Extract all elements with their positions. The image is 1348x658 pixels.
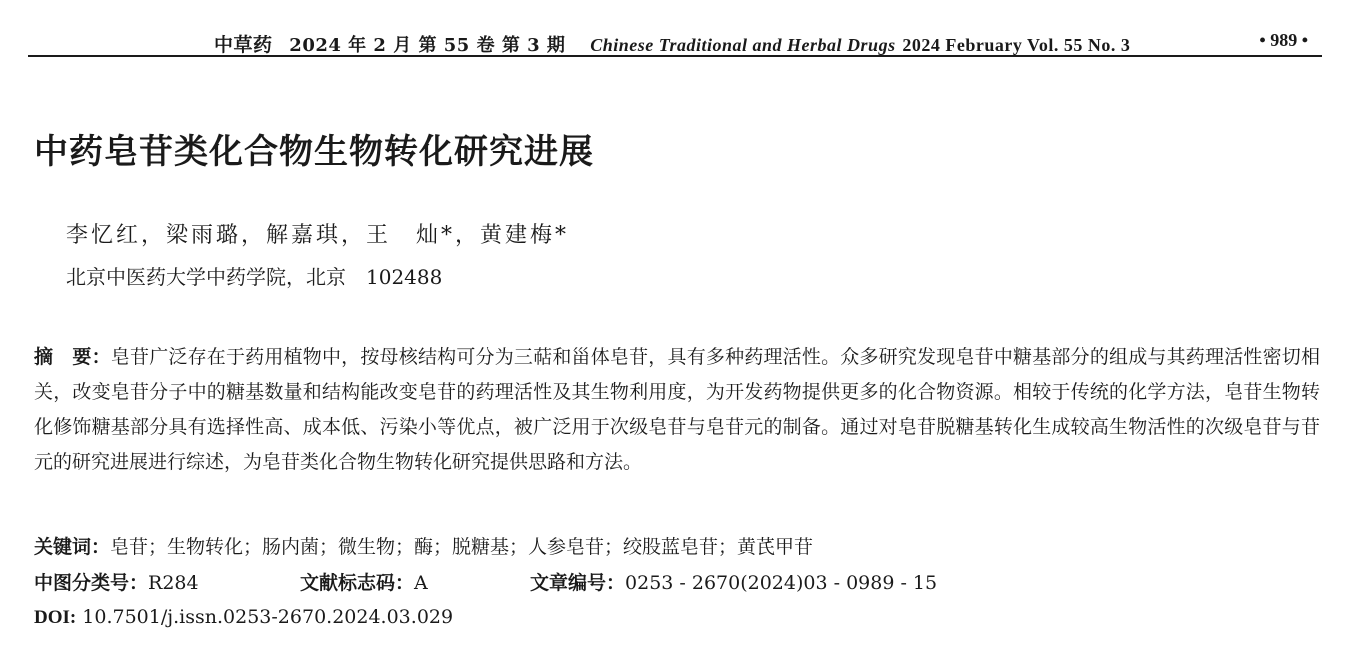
- author-affiliation: 北京中医药大学中药学院，北京 102488: [66, 265, 443, 289]
- header-divider: [28, 55, 1322, 57]
- keywords-text: 皂苷；生物转化；肠内菌；微生物；酶；脱糖基；人参皂苷；绞股蓝皂苷；黄芪甲苷: [110, 536, 814, 558]
- keywords: [34, 532, 813, 559]
- journal-name-cn: 中草药: [214, 34, 273, 56]
- doi-label: DOI:: [34, 607, 77, 628]
- doc-code-segment: [300, 568, 530, 595]
- doi-value[interactable]: 10.7501/j.issn.0253-2670.2024.03.029: [82, 606, 454, 628]
- abstract-label: 摘 要：: [34, 346, 111, 368]
- doc-code-value: A: [414, 572, 428, 594]
- article-no-label: 文章编号：: [530, 572, 626, 594]
- author-list: 李忆红，梁雨璐，解嘉琪，王 灿*，黄建梅*: [66, 223, 570, 248]
- article-title: 中药皂苷类化合物生物转化研究进展: [34, 132, 594, 172]
- classification-line: [34, 568, 937, 595]
- abstract: [34, 340, 1320, 480]
- clc-value: R284: [148, 572, 199, 594]
- article-no-segment: [530, 568, 937, 595]
- article-no-value: 0253 - 2670(2024)03 - 0989 - 15: [625, 572, 938, 594]
- keywords-label: 关键词：: [34, 536, 111, 558]
- issue-info-cn: 2024 年 2 月 第 55 卷 第 3 期: [289, 35, 566, 56]
- doi-line: [34, 606, 453, 629]
- clc-segment: [34, 568, 300, 595]
- clc-label: 中图分类号：: [34, 572, 149, 594]
- issue-info-en: 2024 February Vol. 55 No. 3: [902, 35, 1131, 55]
- header-journal-info: [214, 30, 1130, 57]
- page-number: • 989 •: [1259, 30, 1308, 50]
- abstract-text: 皂苷广泛存在于药用植物中，按母核结构可分为三萜和甾体皂苷，具有多种药理活性。众多研究发现皂苷中糖基部分的组成与其药理活性密切相关，改变皂苷分子中的糖基数量和结构能改变皂苷的药理活性及其生物利用度，为开发药物提供更多的化合物资源。相较于传统的化学方法，皂苷生物转化修饰糖基部分具有选择性高、成本低、污染小等优点，被广泛用于次级皂苷与皂苷元的制备。通过对皂苷脱糖基转化生成较高生物活性的次级皂苷与苷元的研究进展进行综述，为皂苷类化合物生物转化研究提供思路和方法。: [34, 346, 1320, 473]
- doc-code-label: 文献标志码：: [300, 572, 415, 594]
- journal-name-en: Chinese Traditional and Herbal Drugs: [590, 35, 896, 55]
